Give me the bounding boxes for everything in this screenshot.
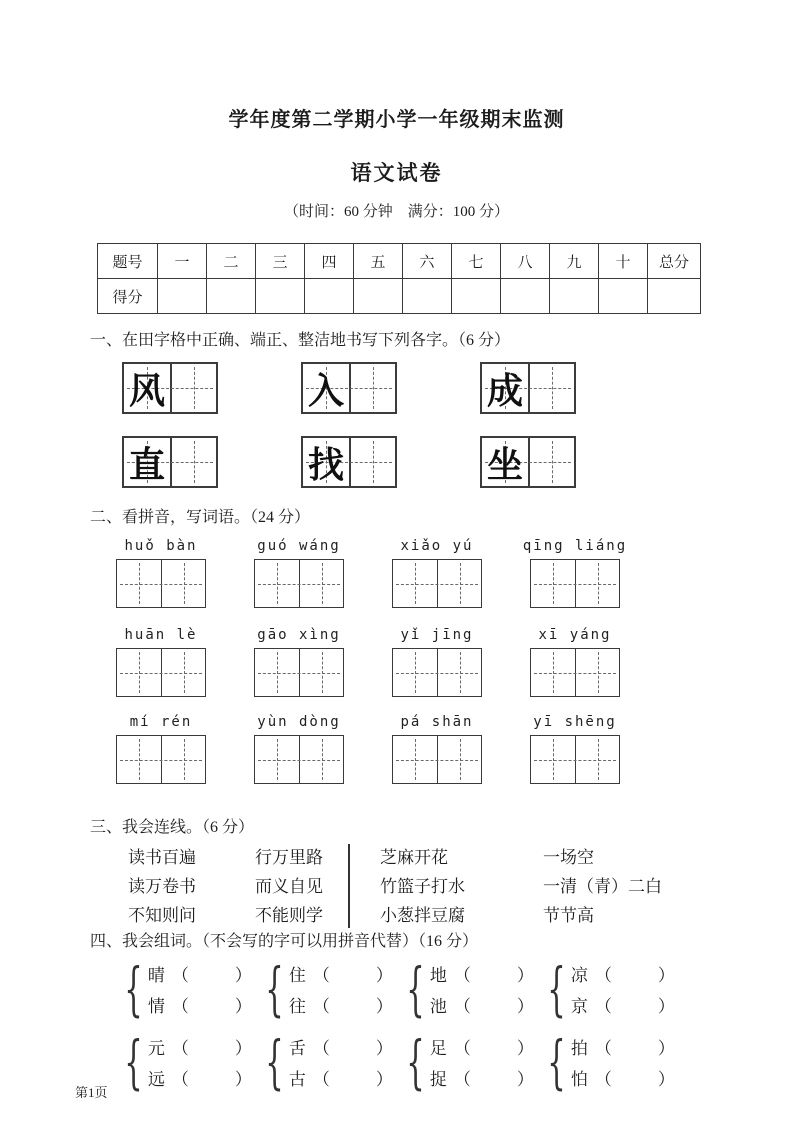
- answer-grid: [392, 559, 482, 608]
- match-item: 不能则学: [255, 906, 323, 925]
- grid-cell-blank: [528, 364, 574, 412]
- score-cell: [158, 279, 207, 314]
- match-item: 读万卷书: [128, 877, 196, 896]
- match-item: 而义自见: [255, 877, 323, 896]
- pinyin-label: pá shān: [400, 714, 474, 730]
- score-table: [97, 243, 701, 314]
- page-title: 学年度第二学期小学一年级期末监测: [228, 109, 565, 131]
- grid-cell-blank: [349, 438, 395, 486]
- grid-cell-blank: [299, 649, 343, 696]
- col-10: 十: [599, 244, 648, 279]
- grid-cell-blank: [437, 649, 481, 696]
- pinyin-label: xiǎo yú: [400, 538, 474, 554]
- pinyin-item: [116, 714, 206, 784]
- answer-grid: [116, 559, 206, 608]
- match-item: 行万里路: [255, 848, 323, 867]
- match-item: 一场空: [543, 848, 594, 867]
- close-paren: ）: [234, 997, 252, 1016]
- tianzige-grid: [480, 362, 576, 414]
- character: 舌: [288, 1039, 306, 1058]
- open-paren: （: [453, 997, 471, 1016]
- close-paren: ）: [234, 966, 252, 985]
- word-line: [148, 1067, 252, 1089]
- open-paren: （: [312, 997, 330, 1016]
- pinyin-label: xī yáng: [538, 627, 612, 643]
- word-line: [430, 994, 534, 1016]
- brace-glyph: {: [406, 1028, 425, 1096]
- word-building-row: [0, 955, 793, 1023]
- grid-cell-blank: [161, 736, 205, 783]
- close-paren: ）: [375, 1070, 393, 1089]
- brace-glyph: {: [124, 955, 143, 1023]
- model-character: 坐: [486, 444, 523, 485]
- col-2: 二: [207, 244, 256, 279]
- character: 元: [147, 1039, 165, 1058]
- section2-heading: 二、看拼音，写词语。（24 分）: [90, 509, 311, 526]
- pinyin-item: [254, 627, 344, 697]
- brace-glyph: {: [406, 955, 425, 1023]
- grid-cell-blank: [393, 560, 437, 607]
- paper-subtitle: 语文试卷: [350, 161, 443, 185]
- open-paren: （: [312, 966, 330, 985]
- score-cell: [501, 279, 550, 314]
- open-paren: （: [171, 1039, 189, 1058]
- score-table-score-row: [98, 279, 701, 314]
- matching-exercise: [0, 841, 793, 928]
- pinyin-row: [116, 714, 793, 784]
- pinyin-label: huān lè: [124, 627, 198, 643]
- answer-grid: [254, 648, 344, 697]
- pinyin-item: [116, 538, 206, 608]
- vertical-divider-line: [348, 844, 350, 928]
- close-paren: ）: [516, 966, 534, 985]
- answer-grid: [116, 735, 206, 784]
- word-line: [430, 1067, 534, 1089]
- close-paren: ）: [657, 966, 675, 985]
- pinyin-row: [116, 538, 793, 608]
- grid-cell-blank: [299, 736, 343, 783]
- writing-grid-row: [122, 436, 793, 488]
- grid-cell-blank: [255, 736, 299, 783]
- open-paren: （: [312, 1070, 330, 1089]
- col-5: 五: [354, 244, 403, 279]
- open-paren: （: [453, 966, 471, 985]
- word-pair-group: [256, 955, 393, 1023]
- matching-row: [0, 899, 793, 928]
- grid-cell-blank: [575, 649, 619, 696]
- grid-cell-blank: [161, 649, 205, 696]
- score-cell: [256, 279, 305, 314]
- matching-row: [0, 870, 793, 899]
- pinyin-item: [522, 538, 628, 608]
- score-cell: [648, 279, 701, 314]
- character: 地: [429, 966, 447, 985]
- pinyin-label: qīng liáng: [522, 538, 628, 554]
- section1-heading: 一、在田字格中正确、端正、整洁地书写下列各字。（6 分）: [90, 332, 511, 349]
- character: 京: [570, 997, 588, 1016]
- answer-grid: [530, 648, 620, 697]
- word-line: [289, 1036, 393, 1058]
- word-line: [148, 1036, 252, 1058]
- open-paren: （: [312, 1039, 330, 1058]
- col-9: 九: [550, 244, 599, 279]
- character: 捉: [429, 1070, 447, 1089]
- open-paren: （: [171, 1070, 189, 1089]
- match-item: 一清（青）二白: [543, 877, 662, 896]
- tianzige-grid: [122, 436, 218, 488]
- word-line: [148, 963, 252, 985]
- grid-cell-with-char: [124, 364, 170, 412]
- open-paren: （: [594, 997, 612, 1016]
- word-line: [148, 994, 252, 1016]
- grid-cell-blank: [393, 736, 437, 783]
- answer-grid: [254, 559, 344, 608]
- match-item: 节节高: [543, 906, 594, 925]
- model-character: 入: [307, 370, 344, 411]
- open-paren: （: [594, 1039, 612, 1058]
- grid-cell-with-char: [124, 438, 170, 486]
- word-pair-group: [538, 955, 675, 1023]
- close-paren: ）: [234, 1039, 252, 1058]
- close-paren: ）: [657, 1039, 675, 1058]
- grid-cell-blank: [255, 560, 299, 607]
- grid-cell-blank: [531, 649, 575, 696]
- col-7: 七: [452, 244, 501, 279]
- character: 怕: [570, 1070, 588, 1089]
- close-paren: ）: [516, 997, 534, 1016]
- word-line: [289, 963, 393, 985]
- character: 古: [288, 1070, 306, 1089]
- pinyin-item: [392, 538, 482, 608]
- score-cell: [354, 279, 403, 314]
- grid-cell-blank: [349, 364, 395, 412]
- word-line: [289, 1067, 393, 1089]
- word-line: [571, 963, 675, 985]
- grid-cell-blank: [437, 736, 481, 783]
- close-paren: ）: [375, 966, 393, 985]
- close-paren: ）: [657, 997, 675, 1016]
- close-paren: ）: [657, 1070, 675, 1089]
- score-cell: [452, 279, 501, 314]
- section3-heading: 三、我会连线。（6 分）: [90, 819, 255, 836]
- score-cell: [599, 279, 648, 314]
- character: 晴: [147, 966, 165, 985]
- col-4: 四: [305, 244, 354, 279]
- word-pair-group: [397, 1028, 534, 1096]
- matching-row: [0, 841, 793, 870]
- score-cell: [550, 279, 599, 314]
- word-line: [571, 994, 675, 1016]
- word-line: [571, 1036, 675, 1058]
- grid-cell-with-char: [303, 364, 349, 412]
- character: 凉: [570, 966, 588, 985]
- score-label: 得分: [98, 279, 158, 314]
- grid-cell-blank: [531, 560, 575, 607]
- close-paren: ）: [234, 1070, 252, 1089]
- grid-cell-blank: [161, 560, 205, 607]
- brace-glyph: {: [124, 1028, 143, 1096]
- pinyin-item: [254, 538, 344, 608]
- brace-glyph: {: [547, 955, 566, 1023]
- pinyin-label: yī shēng: [533, 714, 617, 730]
- match-item: 小葱拌豆腐: [380, 906, 465, 925]
- tianzige-grid: [480, 436, 576, 488]
- grid-cell-blank: [170, 364, 216, 412]
- word-pair-group: [538, 1028, 675, 1096]
- word-pair-group: [115, 1028, 252, 1096]
- grid-cell-blank: [117, 649, 161, 696]
- grid-cell-blank: [528, 438, 574, 486]
- pinyin-item: [530, 714, 620, 784]
- answer-grid: [530, 735, 620, 784]
- answer-grid: [392, 735, 482, 784]
- character: 足: [429, 1039, 447, 1058]
- grid-cell-blank: [393, 649, 437, 696]
- match-item: 竹篮子打水: [380, 877, 465, 896]
- character: 池: [429, 997, 447, 1016]
- model-character: 风: [128, 370, 165, 411]
- tianzige-grid: [122, 362, 218, 414]
- match-item: 芝麻开花: [380, 848, 448, 867]
- pinyin-row: [116, 627, 793, 697]
- grid-cell-blank: [117, 736, 161, 783]
- open-paren: （: [594, 1070, 612, 1089]
- tianzige-grid: [301, 436, 397, 488]
- model-character: 直: [128, 444, 165, 485]
- grid-cell-blank: [531, 736, 575, 783]
- grid-cell-blank: [575, 736, 619, 783]
- score-table-header-row: [98, 244, 701, 279]
- open-paren: （: [171, 997, 189, 1016]
- character: 往: [288, 997, 306, 1016]
- close-paren: ）: [516, 1070, 534, 1089]
- grid-cell-with-char: [303, 438, 349, 486]
- answer-grid: [116, 648, 206, 697]
- character: 拍: [570, 1039, 588, 1058]
- question-number-label: 题号: [98, 244, 158, 279]
- pinyin-item: [116, 627, 206, 697]
- answer-grid: [392, 648, 482, 697]
- character: 情: [147, 997, 165, 1016]
- word-pair-group: [397, 955, 534, 1023]
- close-paren: ）: [375, 1039, 393, 1058]
- grid-cell-with-char: [482, 364, 528, 412]
- brace-glyph: {: [265, 1028, 284, 1096]
- brace-glyph: {: [265, 955, 284, 1023]
- answer-grid: [530, 559, 620, 608]
- score-cell: [403, 279, 452, 314]
- grid-cell-with-char: [482, 438, 528, 486]
- match-item: 读书百遍: [128, 848, 196, 867]
- col-6: 六: [403, 244, 452, 279]
- pinyin-label: yǐ jīng: [400, 627, 474, 643]
- character: 远: [147, 1070, 165, 1089]
- open-paren: （: [594, 966, 612, 985]
- open-paren: （: [453, 1039, 471, 1058]
- col-3: 三: [256, 244, 305, 279]
- pinyin-label: yùn dòng: [257, 714, 341, 730]
- open-paren: （: [453, 1070, 471, 1089]
- pinyin-item: [392, 627, 482, 697]
- match-item: 不知则问: [128, 906, 196, 925]
- word-pair-group: [256, 1028, 393, 1096]
- model-character: 找: [307, 444, 344, 485]
- pinyin-item: [392, 714, 482, 784]
- grid-cell-blank: [437, 560, 481, 607]
- word-line: [289, 994, 393, 1016]
- close-paren: ）: [375, 997, 393, 1016]
- grid-cell-blank: [255, 649, 299, 696]
- col-1: 一: [158, 244, 207, 279]
- time-score-info: （时间：60 分钟 满分：100 分）: [283, 204, 509, 220]
- character: 住: [288, 966, 306, 985]
- writing-grid-row: [122, 362, 793, 414]
- tianzige-grid: [301, 362, 397, 414]
- word-line: [430, 963, 534, 985]
- pinyin-label: mí rén: [129, 714, 193, 730]
- open-paren: （: [171, 966, 189, 985]
- pinyin-item: [254, 714, 344, 784]
- grid-cell-blank: [170, 438, 216, 486]
- pinyin-label: guó wáng: [257, 538, 341, 554]
- close-paren: ）: [516, 1039, 534, 1058]
- score-cell: [207, 279, 256, 314]
- brace-glyph: {: [547, 1028, 566, 1096]
- grid-cell-blank: [299, 560, 343, 607]
- pinyin-label: huǒ bàn: [124, 538, 198, 554]
- model-character: 成: [486, 370, 523, 411]
- score-cell: [305, 279, 354, 314]
- col-total: 总分: [648, 244, 701, 279]
- word-line: [430, 1036, 534, 1058]
- answer-grid: [254, 735, 344, 784]
- section4-heading: 四、我会组词。（不会写的字可以用拼音代替）（16 分）: [90, 933, 479, 950]
- page-number: 第1页: [75, 1085, 108, 1100]
- col-8: 八: [501, 244, 550, 279]
- word-line: [571, 1067, 675, 1089]
- pinyin-item: [530, 627, 620, 697]
- grid-cell-blank: [575, 560, 619, 607]
- grid-cell-blank: [117, 560, 161, 607]
- word-pair-group: [115, 955, 252, 1023]
- pinyin-label: gāo xìng: [257, 627, 341, 643]
